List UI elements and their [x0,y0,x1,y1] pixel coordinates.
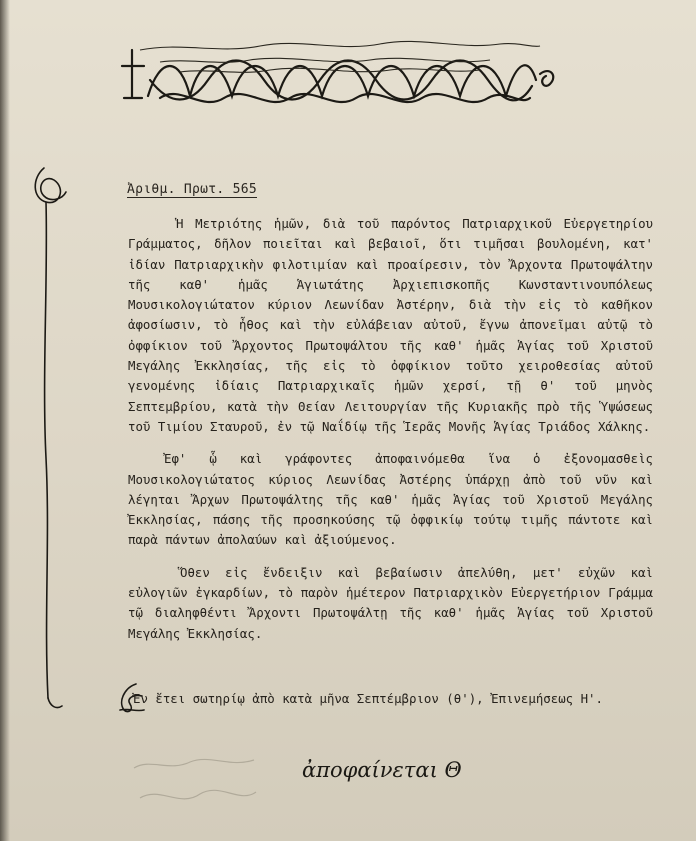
signature-text: ἀποφαίνεται Θ [302,758,462,782]
patriarch-signature [302,758,502,800]
document-body [128,214,653,656]
margin-flourish [26,158,76,718]
paragraph-issuance: Ὅθεν εἰς ἔνδειξιν καὶ βεβαίωσιν ἀπελύθη, μετ' εὐχῶν καὶ εὐλογιῶν ἐγκαρδίων, τὸ παρὸν ἡμέτερον Πατριαρχικὸν Εὐεργετήριον Γράμμα τῷ διαληφθέντι Ἄρχοντι Πρωτοψάλτῃ τῆς καθ' ἡμᾶς Ἁγίας τοῦ Χριστοῦ Μεγάλης Ἐκκλησίας. [128,564,653,641]
protocol-number: Ἀριθμ. Πρωτ. 565 [127,182,258,197]
paragraph-decree: Ἐφ' ᾧ καὶ γράφοντες ἀποφαινόμεθα ἵνα ὁ ἐξονομασθεὶς Μουσικολογιώτατος κύριος Λεωνίδας Ἀστέρης ὑπάρχῃ ἀπὸ τοῦ νῦν καὶ λέγηται Ἄρχων Πρωτοψάλτης τῆς καθ' ἡμᾶς Ἁγίας τοῦ Χριστοῦ Μεγάλης Ἐκκλησίας, πάσης τῆς προσηκούσης τῷ ὀφφικίῳ τούτῳ τιμῆς πάντοτε καὶ παρὰ πάντων ἀπολαύων καὶ ἀξιούμενος. [128,451,653,548]
dating-line: Ἐν ἔτει σωτηρίῳ ἀπὸ κατὰ μῆνα Σεπτέμβριον (θ'), Ἐπινεμήσεως Η'. [133,691,603,706]
page-edge-shadow [0,0,10,841]
show-through-ink [130,748,260,818]
paragraph-appointment: Ἡ Μετριότης ἡμῶν, διὰ τοῦ παρόντος Πατριαρχικοῦ Εὐεργετηρίου Γράμματος, δῆλον ποιεῖται καὶ βεβαιοῖ, ὅτι τιμῆσαι βουλομένη, κατ' ἰδίαν Πατριαρχικὴν φιλοτιμίαν καὶ προαίρεσιν, τὸν Ἄρχοντα Πρωτοψάλτην τῆς καθ' ἡμᾶς Ἁγιωτάτης Ἀρχιεπισκοπῆς Κωνσταντινουπόλεως Μουσικολογιώτατον κύριον Λεωνίδαν Ἀστέρην, διὰ τὴν εἰς τὸ καθῆκον ἀφοσίωσιν, τὸ ἦθος καὶ τὴν εὐλάβειαν αὐτοῦ, ἔγνω ἀπονεῖμαι αὐτῷ τὸ ὀφφίκιον τοῦ Ἄρχοντος Πρωτοψάλτου τῆς καθ' ἡμᾶς Ἁγίας τοῦ Χριστοῦ Μεγάλης Ἐκκλησίας, τῆς εἰς τὸ ὀφφίκιον τοῦτο χειροθεσίας αὐτοῦ γενομένης ἰδίαις Πατριαρχικαῖς ἡμῶν χερσί, τῇ θ' τοῦ μηνὸς Σεπτεμβρίου, κατὰ τὴν Θείαν Λειτουργίαν τῆς Κυριακῆς πρὸ τῆς Ὑψώσεως τοῦ Τιμίου Σταυροῦ, ἐν τῷ Ναΐδίῳ τῆς Ἱερᾶς Μονῆς Ἁγίας Τριάδος Χάλκης. [128,216,653,434]
patriarchal-monogram [120,36,560,116]
